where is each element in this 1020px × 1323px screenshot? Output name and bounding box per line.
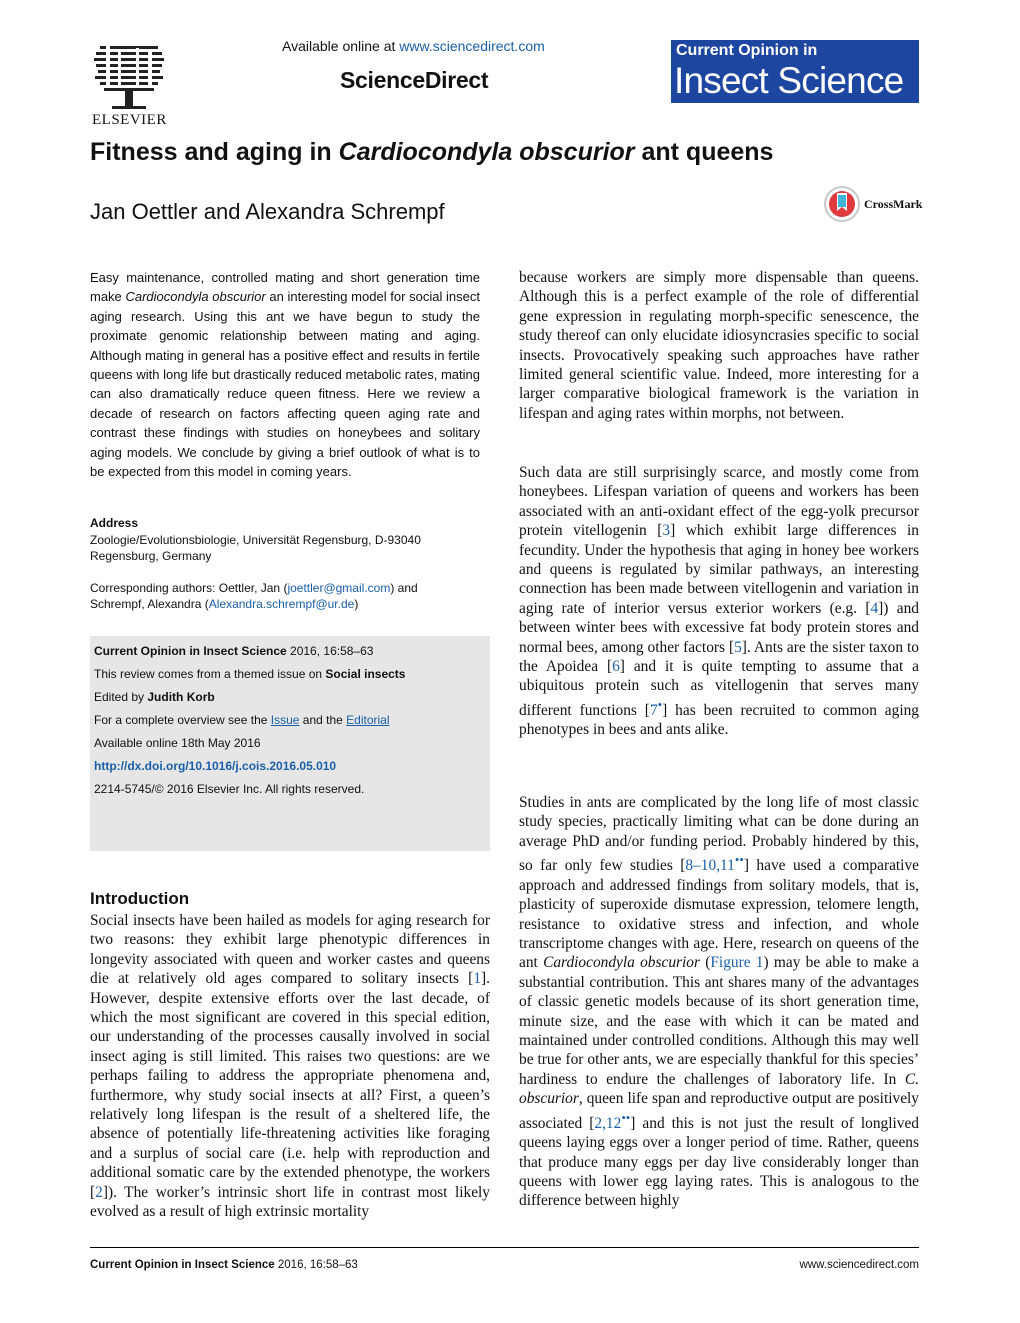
citation-7[interactable]: 7• <box>649 697 663 719</box>
email-link-oettler[interactable]: joettler@gmail.com <box>287 581 391 595</box>
publisher-name: ELSEVIER <box>92 112 167 128</box>
citation-4[interactable]: 4 <box>870 599 879 617</box>
info-theme: This review comes from a themed issue on Social insects <box>94 667 406 681</box>
citation-8-11[interactable]: 8–10,11•• <box>685 853 744 875</box>
section-heading-introduction: Introduction <box>90 889 190 908</box>
article-info-box <box>90 636 490 851</box>
footer-divider <box>90 1247 919 1248</box>
footer-citation: Current Opinion in Insect Science 2016, 16:58–63 <box>90 1259 358 1271</box>
citation-1[interactable]: 1 <box>473 970 482 988</box>
address: Zoologie/Evolutionsbiologie, Universität Regensburg, D-93040 Regensburg, Germany <box>90 533 421 563</box>
crossmark-badge[interactable] <box>823 185 933 223</box>
introduction-text: Social insects have been hailed as models for aging research for two reasons: they exhibit large phenotypic differences in longevity associated with queen and worker castes and queens die at relatively old ages compared to solitary insects [1]. However, despite extensive efforts over the last decade, of which the most significant are covered in this special edition, our understanding of the processes causally involved in social insect aging is still limited. This raises two questions: are we perhaps failing to address the appropriate phenomena and, furthermore, why study social insects at all? First, a queen’s relatively long lifespan is the result of a sheltered life, the absence of potentially life-threatening activities like foraging and a surplus of social care (i.e. help with reproduction and additional somatic care by the extended phenotype, the workers [2]). The worker’s intrinsic short life in contrast most likely evolved as a result of high extrinsic mortality <box>90 912 490 1221</box>
doi-link[interactable]: http://dx.doi.org/10.1016/j.cois.2016.05.010 <box>94 759 337 773</box>
info-editor: Edited by Judith Korb <box>94 690 215 704</box>
citation-2-12[interactable]: 2,12•• <box>594 1110 631 1132</box>
right-paragraph-2: Such data are still surprisingly scarce, and mostly come from honeybees. Lifespan variation of queens and workers has been associated with an anti-oxidant effect of the egg-yolk precursor protein vitellogenin [3] which exhibit large differences in fecundity. Under the hypothesis that aging in honey bee workers and queens is regulated by similar pathways, an interesting connection has been made between vitellogenin and variation in aging rate of interior versus exterior workers (e.g. [4]) and between winter bees with excessive fat body protein stores and normal bees, among other factors [5]. Ants are the sister taxon to the Apoidea [6] and it is quite tempting to assume that a ubiquitous protein such as vitellogenin that serves many different functions [7•] has been recruited to common aging phenotypes in bees and ants alike. <box>519 464 920 739</box>
info-copyright: 2214-5745/© 2016 Elsevier Inc. All rights reserved. <box>94 782 365 796</box>
abstract: Easy maintenance, controlled mating and short generation time make Cardiocondyla obscurior an interesting model for social insect aging research. Using this ant we have begun to study the proximate genomic relationship between mating and aging. Although mating in general has a positive effect and results in fertile queens with long life but drastically reduced metabolic rates, mating can also dramatically reduce queen fitness. Here we review a decade of research on factors affecting queen aging rate and contrast these findings with studies on honeybees and solitary aging models. We conclude by giving a brief outlook of what is to be expected from this model in coming years. <box>90 270 480 480</box>
editorial-link[interactable]: Editorial <box>346 713 390 727</box>
right-paragraph-1: because workers are simply more dispensable than queens. Although this is a perfect example of the role of differential gene expression in regulating morph-specific senescence, the study thereof can only elucidate idiosyncrasies specific to social insects. Provocatively speaking such approaches have rather limited general scientific value. Indeed, more interesting for a larger comparative biological framework is the variation in lifespan and aging rates within morphs, not between. <box>519 269 919 422</box>
crossmark-label: CrossMark <box>864 197 923 211</box>
address-label: Address <box>90 516 139 530</box>
info-citation: Current Opinion in Insect Science 2016, 16:58–63 <box>94 644 374 658</box>
issue-link[interactable]: Issue <box>270 713 300 727</box>
footer-url[interactable]: www.sciencedirect.com <box>799 1259 919 1271</box>
article-title: Fitness and aging in Cardiocondyla obscurior ant queens <box>90 138 774 166</box>
elsevier-tree-icon <box>92 40 166 112</box>
elsevier-logo <box>92 40 166 128</box>
figure-1-link[interactable]: Figure 1 <box>710 954 764 972</box>
info-available: Available online 18th May 2016 <box>94 736 261 750</box>
citation-6[interactable]: 6 <box>612 658 620 676</box>
journal-banner-line1: Current Opinion in <box>676 42 818 59</box>
corresponding-authors: Corresponding authors: Oettler, Jan (joettler@gmail.com) and Schrempf, Alexandra (Alexandra.schrempf@ur.de) <box>90 581 418 611</box>
article-authors: Jan Oettler and Alexandra Schrempf <box>90 199 445 224</box>
journal-banner-line2: Insect Science <box>674 60 904 101</box>
email-link-schrempf[interactable]: Alexandra.schrempf@ur.de <box>208 597 355 611</box>
crossmark-icon <box>823 185 861 223</box>
info-overview: For a complete overview see the Issue and the Editorial <box>94 713 390 727</box>
citation-3[interactable]: 3 <box>662 522 671 540</box>
available-online: Available online at www.sciencedirect.com <box>282 38 545 54</box>
sciencedirect-brand: ScienceDirect <box>340 67 489 93</box>
right-paragraph-3: Studies in ants are complicated by the long life of most classic study species, practically limiting what can be done during an average PhD and/or funding period. Probably hindered by this, so far only few studies [8–10,11••] have used a comparative approach and addressed findings from solitary models, that is, plasticity of superoxide dismutase expression, telomere length, resistance to oxidative stress and infection, and whole transcriptome changes with age. Here, research on queens of the ant Cardiocondyla obscurior (Figure 1) may be able to make a substantial contribution. This ant shares many of the advantages of classic genetic models because of its short generation time, minute size, and the ease with which it can be mated and maintained under controlled conditions. Although this may well be true for other ants, we are especially thankful for this species’ hardiness to endure the challenges of laboratory life. In C. obscurior, queen life span and reproductive output are positively associated [2,12••] and this is not just the result of longlived queens laying eggs over a longer period of time. Rather, queens that produce many eggs per day live considerably longer than queens with lower egg laying rates. This is analogous to the difference between highly <box>519 794 919 1210</box>
citation-5[interactable]: 5 <box>734 638 742 656</box>
sciencedirect-link[interactable]: www.sciencedirect.com <box>399 38 545 54</box>
journal-banner <box>671 40 919 103</box>
citation-2[interactable]: 2 <box>95 1183 103 1201</box>
